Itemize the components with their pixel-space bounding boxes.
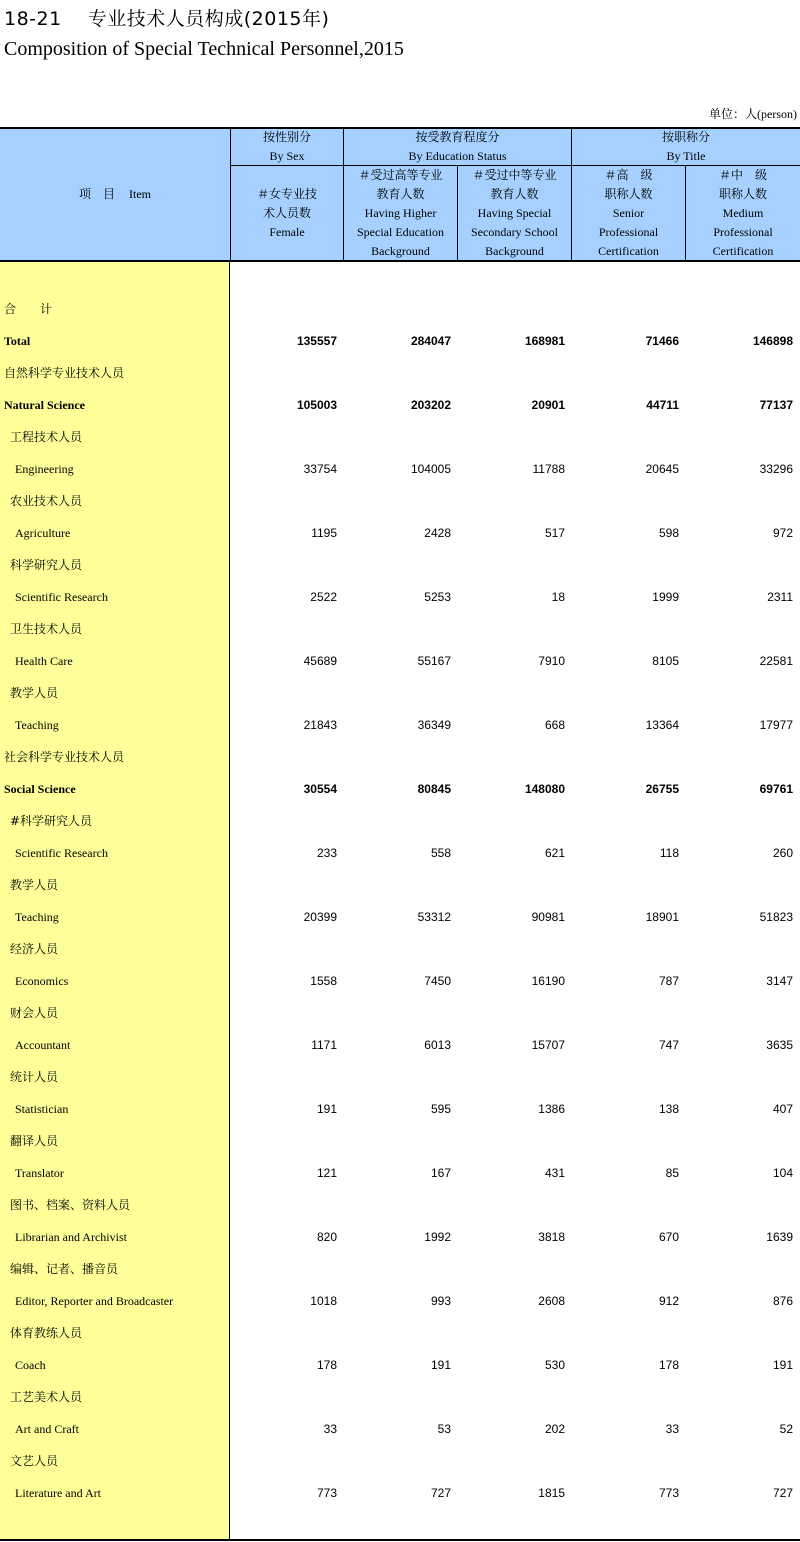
table-row <box>0 1445 800 1477</box>
row-value: 191 <box>772 1358 793 1372</box>
row-value: 69761 <box>759 782 793 796</box>
table-row <box>0 837 800 869</box>
row-value: 121 <box>316 1166 337 1180</box>
row-value: 26755 <box>645 782 679 796</box>
row-label: 编辑、记者、播音员 <box>10 1262 119 1276</box>
row-value: 168981 <box>524 334 565 348</box>
row-value: 773 <box>658 1486 679 1500</box>
row-value: 260 <box>772 846 793 860</box>
row-value: 1639 <box>766 1230 793 1244</box>
row-value: 598 <box>658 526 679 540</box>
row-value: 104005 <box>410 462 451 476</box>
unit-label <box>709 105 797 122</box>
header-col-medium-cn2: 职称人数 <box>718 186 767 201</box>
row-label: 翻译人员 <box>10 1134 59 1148</box>
row-value: 138 <box>658 1102 679 1116</box>
row-value: 16190 <box>531 974 565 988</box>
header-col-higher-en2: Special Education <box>357 224 444 239</box>
row-value: 2311 <box>767 590 793 604</box>
header-col-senior <box>572 166 685 260</box>
table-row <box>0 1061 800 1093</box>
header-group-sex-cn: 按性别分 <box>262 130 311 144</box>
row-value: 51823 <box>759 910 793 924</box>
row-value: 135557 <box>296 334 337 348</box>
header-col-female-en: Female <box>269 224 305 239</box>
row-value: 3818 <box>538 1230 565 1244</box>
header-group-education <box>344 129 571 165</box>
row-label: Translator <box>15 1166 64 1180</box>
row-value: 670 <box>658 1230 679 1244</box>
table-body <box>0 262 800 1540</box>
row-value: 1992 <box>424 1230 451 1244</box>
table-row <box>0 357 800 389</box>
row-label: #科学研究人员 <box>10 814 93 828</box>
table-row <box>0 965 800 997</box>
table-title-cn: 18-21 专业技术人员构成(2015年) <box>4 8 330 30</box>
row-label: 财会人员 <box>10 1006 59 1020</box>
unit-label-cn: 单位：人 <box>709 107 758 121</box>
row-label: Natural Science <box>4 398 85 412</box>
row-value: 2428 <box>424 526 451 540</box>
row-value: 90981 <box>531 910 565 924</box>
table-row <box>0 869 800 901</box>
header-group-title-en: By Title <box>666 149 706 163</box>
header-col-senior-en1: Senior <box>612 205 645 220</box>
table-row <box>0 645 800 677</box>
row-label: 工艺美术人员 <box>10 1390 83 1404</box>
header-group-sex-en: By Sex <box>269 149 305 163</box>
row-value: 1558 <box>310 974 337 988</box>
row-value: 71466 <box>645 334 679 348</box>
header-group-title <box>572 129 800 165</box>
row-label: Accountant <box>15 1038 71 1052</box>
row-value: 178 <box>658 1358 679 1372</box>
row-value: 530 <box>544 1358 565 1372</box>
table-row <box>0 1285 800 1317</box>
row-value: 5253 <box>424 590 451 604</box>
row-value: 33754 <box>303 462 337 476</box>
row-value: 178 <box>316 1358 337 1372</box>
table-row <box>0 1253 800 1285</box>
header-col-higher-en3: Background <box>371 243 430 258</box>
table-row <box>0 1189 800 1221</box>
row-label: Economics <box>15 974 69 988</box>
row-value: 912 <box>658 1294 679 1308</box>
row-value: 1386 <box>538 1102 565 1116</box>
row-label: 体育教练人员 <box>10 1326 83 1340</box>
table-row <box>0 1317 800 1349</box>
table-row <box>0 549 800 581</box>
table-bottom-rule <box>0 1539 800 1541</box>
row-value: 1999 <box>652 590 679 604</box>
table-row <box>0 325 800 357</box>
row-label: Engineering <box>15 462 74 476</box>
header-group-education-en: By Education Status <box>408 149 507 163</box>
row-value: 53312 <box>417 910 451 924</box>
row-value: 407 <box>772 1102 793 1116</box>
row-value: 558 <box>430 846 451 860</box>
row-value: 8105 <box>652 654 679 668</box>
row-value: 191 <box>430 1358 451 1372</box>
header-col-higher <box>344 166 457 260</box>
table-row <box>0 1157 800 1189</box>
header-col-medium-en1: Medium <box>722 205 764 220</box>
header-group-sex <box>231 129 343 165</box>
header-col-senior-en2: Professional <box>598 224 659 239</box>
row-value: 33296 <box>759 462 793 476</box>
row-value: 36349 <box>417 718 451 732</box>
row-value: 13364 <box>645 718 679 732</box>
header-col-medium-cn1: ＃中 级 <box>718 167 767 182</box>
header-item-cn: 项 目 <box>78 187 115 201</box>
table-row <box>0 677 800 709</box>
table-row <box>0 517 800 549</box>
table-row <box>0 1349 800 1381</box>
row-value: 3147 <box>766 974 793 988</box>
header-col-senior-en3: Certification <box>598 243 659 258</box>
row-label: Scientific Research <box>15 590 108 604</box>
header-col-medium <box>686 166 800 260</box>
row-label: Health Care <box>15 654 73 668</box>
row-value: 820 <box>316 1230 337 1244</box>
row-value: 146898 <box>752 334 793 348</box>
row-value: 993 <box>430 1294 451 1308</box>
header-col-senior-cn2: 职称人数 <box>604 186 653 201</box>
row-value: 1815 <box>538 1486 565 1500</box>
header-col-secondary-en3: Background <box>485 243 544 258</box>
table-row <box>0 1221 800 1253</box>
table-row <box>0 1381 800 1413</box>
table-row <box>0 997 800 1029</box>
row-value: 22581 <box>759 654 793 668</box>
row-value: 80845 <box>417 782 451 796</box>
row-value: 787 <box>658 974 679 988</box>
table-row <box>0 485 800 517</box>
row-value: 773 <box>316 1486 337 1500</box>
row-label: Teaching <box>15 910 59 924</box>
row-value: 33 <box>323 1422 337 1436</box>
table-row <box>0 389 800 421</box>
row-value: 1018 <box>310 1294 337 1308</box>
row-label: 农业技术人员 <box>10 494 83 508</box>
row-value: 11788 <box>532 462 565 476</box>
header-col-senior-cn1: ＃高 级 <box>604 167 653 182</box>
table-header <box>0 127 800 262</box>
header-col-secondary-en1: Having Special <box>477 205 552 220</box>
row-value: 85 <box>665 1166 679 1180</box>
row-value: 203202 <box>410 398 451 412</box>
header-item-en: Item <box>129 187 151 201</box>
header-col-female <box>231 166 343 260</box>
row-value: 45689 <box>303 654 337 668</box>
table-row <box>0 1125 800 1157</box>
row-value: 727 <box>772 1486 793 1500</box>
row-value: 747 <box>658 1038 679 1052</box>
row-value: 1195 <box>311 526 337 540</box>
row-label: Total <box>4 334 31 348</box>
row-label: 文艺人员 <box>10 1454 59 1468</box>
row-value: 105003 <box>296 398 337 412</box>
row-label: Editor, Reporter and Broadcaster <box>15 1294 174 1308</box>
table-row <box>0 805 800 837</box>
table-row <box>0 453 800 485</box>
header-col-medium-en3: Certification <box>712 243 774 258</box>
row-value: 20399 <box>303 910 337 924</box>
row-value: 668 <box>544 718 565 732</box>
row-value: 21843 <box>303 718 337 732</box>
header-col-secondary <box>458 166 571 260</box>
row-value: 233 <box>316 846 337 860</box>
row-value: 6013 <box>424 1038 451 1052</box>
row-value: 55167 <box>417 654 451 668</box>
row-value: 284047 <box>410 334 451 348</box>
header-col-higher-cn1: ＃受过高等专业 <box>358 167 443 182</box>
header-col-higher-en1: Having Higher <box>364 205 437 220</box>
row-label: 社会科学专业技术人员 <box>4 750 125 764</box>
row-value: 148080 <box>524 782 565 796</box>
row-value: 15707 <box>531 1038 565 1052</box>
row-value: 20645 <box>645 462 679 476</box>
row-value: 104 <box>772 1166 793 1180</box>
row-value: 167 <box>430 1166 451 1180</box>
table-row <box>0 901 800 933</box>
row-label: 合 计 <box>4 302 53 316</box>
row-value: 621 <box>544 846 565 860</box>
row-label: 科学研究人员 <box>10 558 83 572</box>
table-row <box>0 1029 800 1061</box>
row-value: 431 <box>544 1166 565 1180</box>
header-col-secondary-cn2: 教育人数 <box>490 186 539 201</box>
row-value: 33 <box>665 1422 679 1436</box>
row-value: 876 <box>772 1294 793 1308</box>
row-label: 教学人员 <box>10 878 59 892</box>
row-value: 517 <box>544 526 565 540</box>
table-row <box>0 709 800 741</box>
row-label: 教学人员 <box>10 686 59 700</box>
header-item <box>0 127 230 262</box>
row-label: Statistician <box>15 1102 69 1116</box>
row-label: 卫生技术人员 <box>10 622 83 636</box>
row-label: Scientific Research <box>15 846 108 860</box>
row-value: 52 <box>779 1422 793 1436</box>
header-group-education-cn: 按受教育程度分 <box>415 130 500 144</box>
row-value: 17977 <box>759 718 793 732</box>
row-label: Librarian and Archivist <box>15 1230 127 1244</box>
table-row <box>0 421 800 453</box>
table-row <box>0 1477 800 1509</box>
table-row <box>0 581 800 613</box>
header-group-title-cn: 按职称分 <box>661 130 710 144</box>
row-value: 118 <box>659 846 679 860</box>
row-value: 202 <box>544 1422 565 1436</box>
row-label: 经济人员 <box>10 942 59 956</box>
row-value: 2522 <box>310 590 337 604</box>
row-label: 工程技术人员 <box>10 430 83 444</box>
header-col-secondary-en2: Secondary School <box>471 224 558 239</box>
row-value: 2608 <box>538 1294 565 1308</box>
row-label: 图书、档案、资料人员 <box>10 1198 131 1212</box>
row-label: Teaching <box>15 718 59 732</box>
row-label: 统计人员 <box>10 1070 59 1084</box>
row-value: 972 <box>772 526 793 540</box>
row-label: Literature and Art <box>15 1486 101 1500</box>
row-value: 7910 <box>538 654 565 668</box>
header-col-female-cn1: ＃女专业技 <box>256 186 317 201</box>
table-row <box>0 933 800 965</box>
table-row <box>0 741 800 773</box>
row-label: Agriculture <box>15 526 71 540</box>
row-value: 191 <box>316 1102 337 1116</box>
row-value: 44711 <box>646 398 679 412</box>
row-label: Social Science <box>4 782 76 796</box>
row-value: 3635 <box>766 1038 793 1052</box>
unit-label-en: (person) <box>757 107 797 121</box>
row-value: 18901 <box>645 910 679 924</box>
row-value: 1171 <box>311 1038 337 1052</box>
header-col-secondary-cn1: ＃受过中等专业 <box>472 167 557 182</box>
table-title-en: Composition of Special Technical Personnel,2015 <box>4 38 404 60</box>
row-value: 30554 <box>303 782 337 796</box>
header-col-higher-cn2: 教育人数 <box>376 186 425 201</box>
row-value: 77137 <box>759 398 793 412</box>
table-row <box>0 1413 800 1445</box>
row-value: 53 <box>437 1422 451 1436</box>
header-col-female-cn2: 术人员数 <box>262 205 311 220</box>
row-value: 727 <box>430 1486 451 1500</box>
row-value: 595 <box>430 1102 451 1116</box>
table-row <box>0 1093 800 1125</box>
row-label: Coach <box>15 1358 46 1372</box>
row-value: 20901 <box>531 398 565 412</box>
row-value: 7450 <box>424 974 451 988</box>
row-label: Art and Craft <box>15 1422 79 1436</box>
table-row <box>0 773 800 805</box>
table-row <box>0 613 800 645</box>
header-col-medium-en2: Professional <box>713 224 773 239</box>
table-row <box>0 293 800 325</box>
row-label: 自然科学专业技术人员 <box>4 366 125 380</box>
row-value: 18 <box>551 590 565 604</box>
